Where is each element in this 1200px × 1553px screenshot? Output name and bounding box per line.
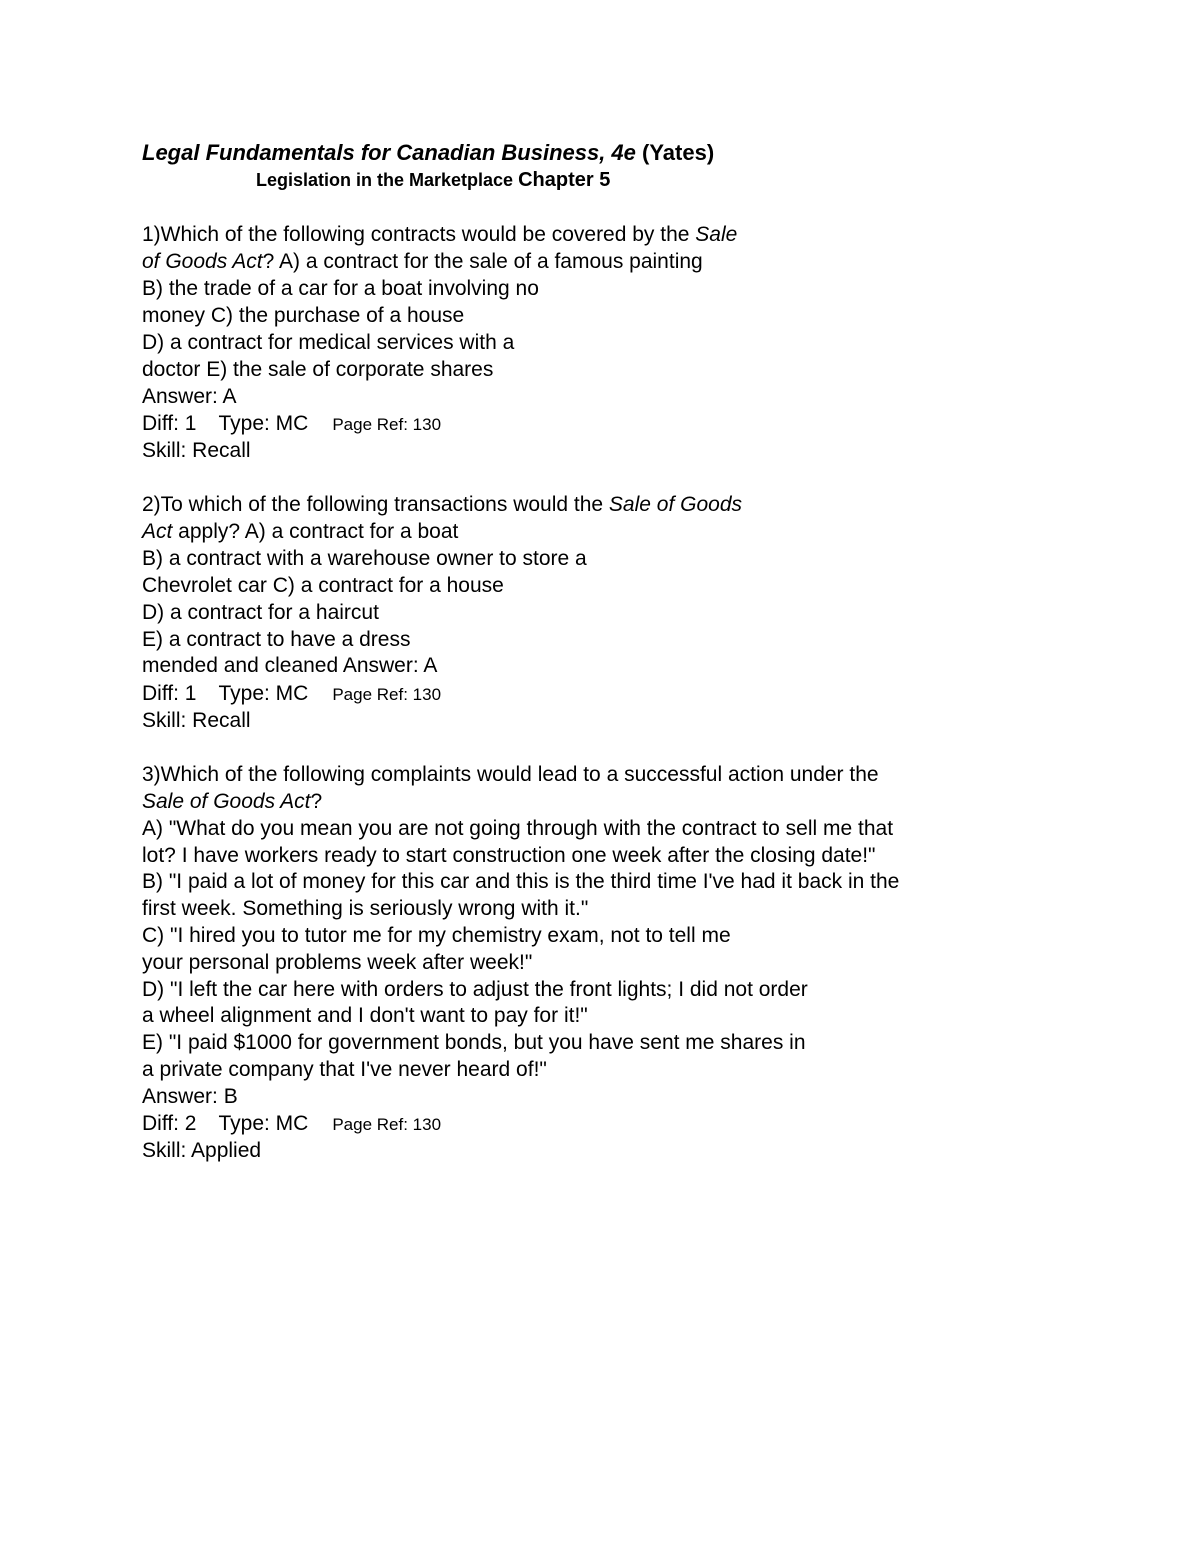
q2-line-6: E) a contract to have a dress	[142, 628, 411, 651]
q3-line-3: A) "What do you mean you are not going through with the contract to sell me that	[142, 817, 894, 840]
q3-answer: Answer: B	[142, 1085, 238, 1108]
q2-line-7: mended and cleaned Answer: A	[142, 654, 438, 677]
q1-answer: Answer: A	[142, 385, 237, 408]
q3-type: Type: MC	[218, 1112, 309, 1135]
q1-line-1	[142, 222, 737, 248]
q1-type: Type: MC	[218, 412, 309, 435]
q1-diff: Diff: 1	[142, 412, 197, 435]
q3-line-8: your personal problems week after week!"	[142, 951, 533, 974]
q2-line-2	[142, 519, 458, 545]
q1-line-4: money C) the purchase of a house	[142, 304, 465, 327]
q1-skill: Skill: Recall	[142, 439, 251, 462]
q1-line-6: doctor E) the sale of corporate shares	[142, 358, 494, 381]
q2-line-5: D) a contract for a haircut	[142, 601, 379, 624]
q1-line-5: D) a contract for medical services with a	[142, 331, 515, 354]
q1-option-a: ? A) a contract for the sale of a famous painting	[262, 250, 703, 273]
q2-line-4: Chevrolet car C) a contract for a house	[142, 574, 504, 597]
q2-option-a: apply? A) a contract for a boat	[172, 520, 459, 543]
q3-line-5: B) "I paid a lot of money for this car and this is the third time I've had it back in the	[142, 870, 900, 893]
chapter-number: Chapter 5	[518, 169, 611, 191]
q1-meta	[142, 411, 441, 438]
q3-line-4: lot? I have workers ready to start construction one week after the closing date!"	[142, 844, 876, 867]
q2-line-3: B) a contract with a warehouse owner to store a	[142, 547, 587, 570]
q3-diff: Diff: 2	[142, 1112, 197, 1135]
q3-line-11: E) "I paid $1000 for government bonds, but you have sent me shares in	[142, 1031, 806, 1054]
q3-skill: Skill: Applied	[142, 1139, 262, 1162]
q3-page-ref: Page Ref: 130	[332, 1115, 442, 1134]
q1-italic: Sale	[695, 223, 738, 246]
book-title: Legal Fundamentals for Canadian Business, 4e	[142, 140, 636, 165]
chapter-heading	[256, 169, 610, 192]
q1-line-3: B) the trade of a car for a boat involving no	[142, 277, 539, 300]
q3-line-1: 3)Which of the following complaints would lead to a successful action under the	[142, 763, 879, 786]
q2-skill: Skill: Recall	[142, 709, 251, 732]
q3-line-9: D) "I left the car here with orders to adjust the front lights; I did not order	[142, 978, 808, 1001]
q3-question-mark: ?	[310, 790, 323, 813]
q3-meta	[142, 1111, 441, 1138]
q1-line-2	[142, 249, 703, 275]
q2-meta	[142, 681, 441, 708]
q2-act-name: Act	[142, 520, 173, 543]
book-author: (Yates)	[635, 140, 715, 165]
document-title	[142, 140, 714, 166]
q1-text: 1)Which of the following contracts would be covered by the	[142, 223, 696, 246]
q3-line-6: first week. Something is seriously wrong with it."	[142, 897, 589, 920]
q2-italic: Sale of Goods	[608, 493, 743, 516]
q2-diff: Diff: 1	[142, 682, 197, 705]
q2-page-ref: Page Ref: 130	[332, 685, 442, 704]
q3-line-12: a private company that I've never heard of!"	[142, 1058, 547, 1081]
q3-line-2	[142, 789, 322, 815]
chapter-topic: Legislation in the Marketplace	[256, 170, 519, 190]
q2-line-1	[142, 492, 742, 518]
q1-act-name: of Goods Act	[142, 250, 263, 273]
q2-text: 2)To which of the following transactions would the	[142, 493, 609, 516]
q1-page-ref: Page Ref: 130	[332, 415, 442, 434]
q3-line-10: a wheel alignment and I don't want to pay for it!"	[142, 1004, 588, 1027]
q3-line-7: C) "I hired you to tutor me for my chemistry exam, not to tell me	[142, 924, 731, 947]
q2-type: Type: MC	[218, 682, 309, 705]
q3-act-name: Sale of Goods Act	[142, 790, 311, 813]
